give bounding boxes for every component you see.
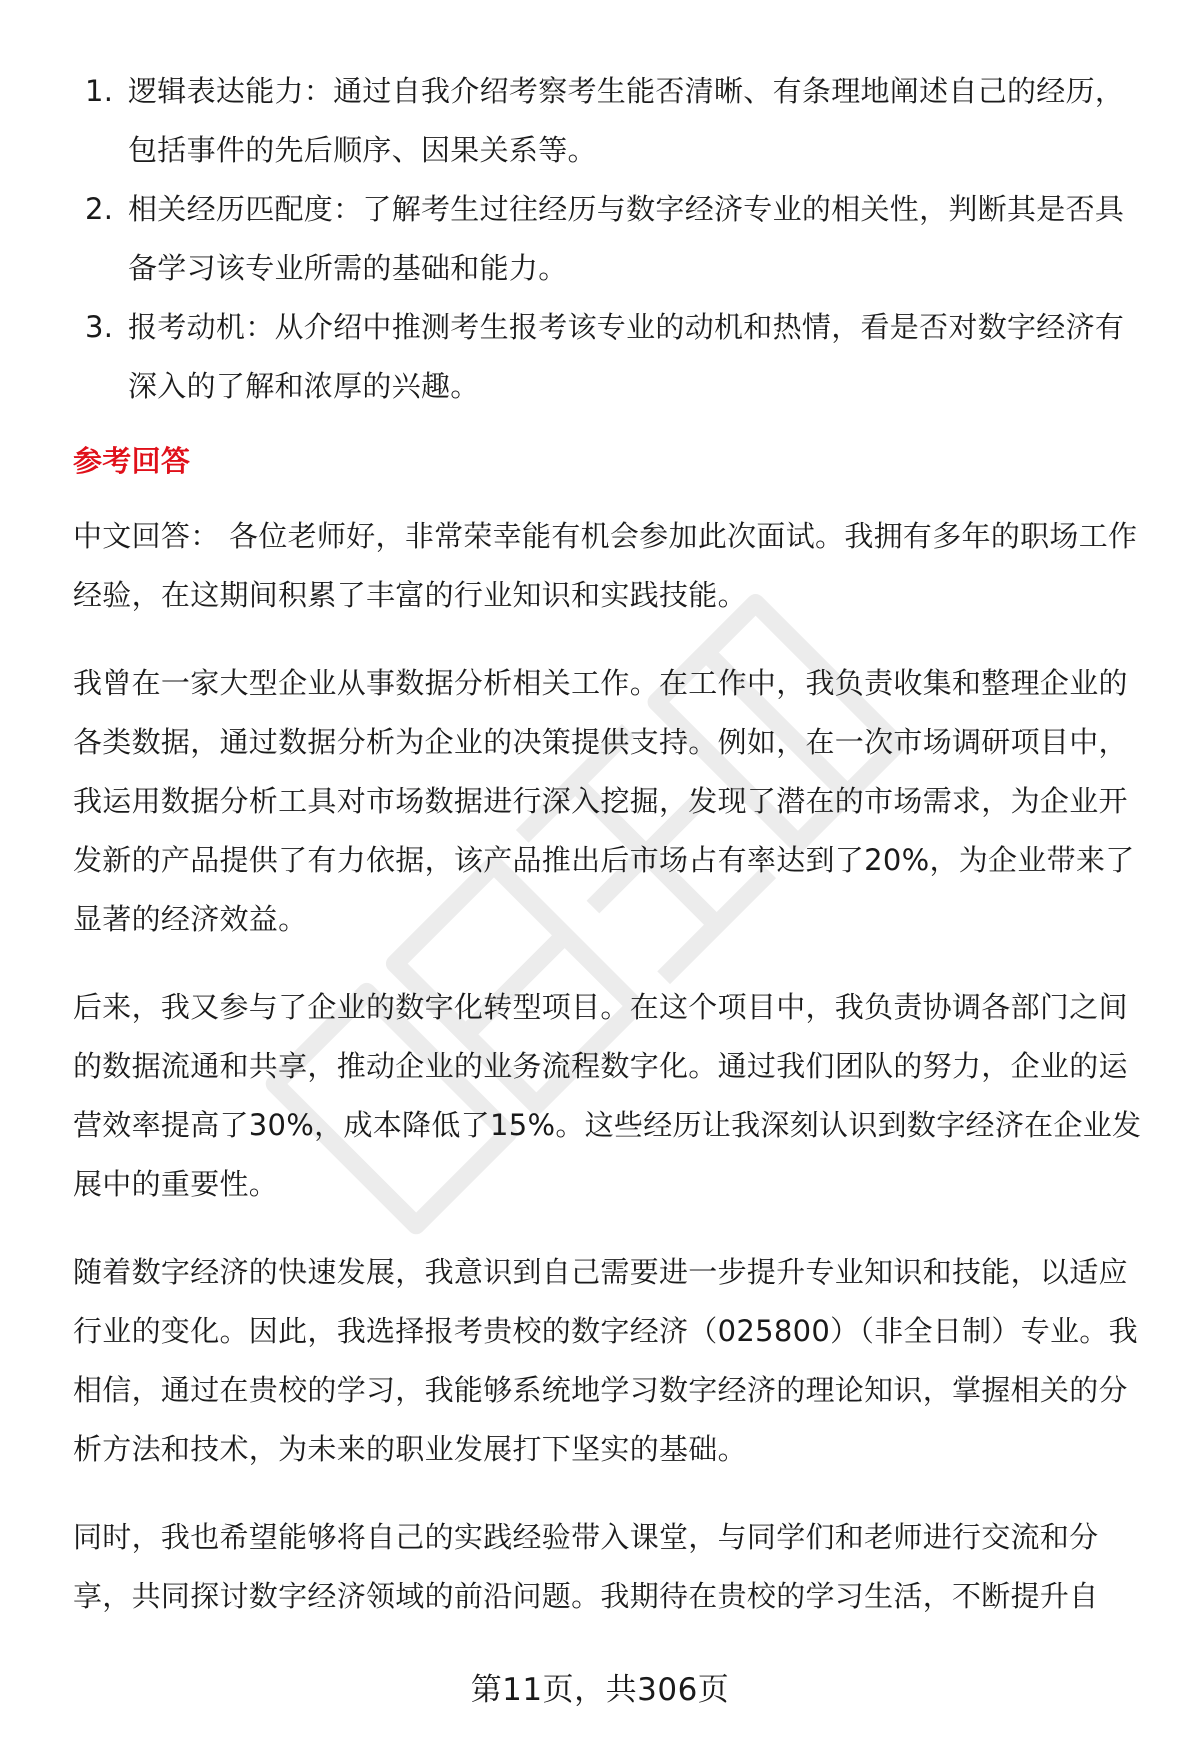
list-item — [73, 180, 1153, 298]
page-number-footer: 第11页，共306页 — [470, 1672, 730, 1708]
list-item — [73, 298, 1153, 416]
paragraph-intro: 中文回答： 各位老师好，非常荣幸能有机会参加此次面试。我拥有多年的职场工作经验，在这期间积累了丰富的行业知识和实践技能。 — [73, 519, 1138, 612]
list-item-number: 2. — [85, 192, 114, 226]
paragraph-data-analysis: 我曾在一家大型企业从事数据分析相关工作。在工作中，我负责收集和整理企业的各类数据，通过数据分析为企业的决策提供支持。例如，在一次市场调研项目中，我运用数据分析工具对市场数据进行深入挖掘，发现了潜在的市场需求，为企业开发新的产品提供了有力依据，该产品推出后市场占有率达到了20%，为企业带来了显著的经济效益。 — [73, 666, 1135, 936]
list-item-text: 相关经历匹配度：了解考生过往经历与数字经济专业的相关性，判断其是否具备学习该专业所需的基础和能力。 — [128, 192, 1125, 285]
section-heading: 参考回答 — [73, 444, 191, 478]
list-item-number: 3. — [85, 310, 114, 344]
evaluation-criteria-list — [73, 62, 1153, 416]
paragraph-digital-transformation: 后来，我又参与了企业的数字化转型项目。在这个项目中，我负责协调各部门之间的数据流通和共享，推动企业的业务流程数字化。通过我们团队的努力，企业的运营效率提高了30%，成本降低了15%。这些经历让我深刻认识到数字经济在企业发展中的重要性。 — [73, 990, 1142, 1201]
paragraph-motivation: 随着数字经济的快速发展，我意识到自己需要进一步提升专业知识和技能，以适应行业的变化。因此，我选择报考贵校的数字经济（025800）（非全日制）专业。我相信，通过在贵校的学习，我能够系统地学习数字经济的理论知识，掌握相关的分析方法和技术，为未来的职业发展打下坚实的基础。 — [73, 1255, 1138, 1466]
list-item — [73, 62, 1153, 180]
list-item-text: 报考动机：从介绍中推测考生报考该专业的动机和热情，看是否对数字经济有深入的了解和浓厚的兴趣。 — [128, 310, 1125, 403]
main-content — [73, 62, 1153, 1655]
list-item-text: 逻辑表达能力：通过自我介绍考察考生能否清晰、有条理地阐述自己的经历，包括事件的先后顺序、因果关系等。 — [128, 74, 1125, 167]
list-item-number: 1. — [85, 74, 114, 108]
paragraph-expectation: 同时，我也希望能够将自己的实践经验带入课堂，与同学们和老师进行交流和分享，共同探讨数字经济领域的前沿问题。我期待在贵校的学习生活，不断提升自 — [73, 1520, 1099, 1613]
